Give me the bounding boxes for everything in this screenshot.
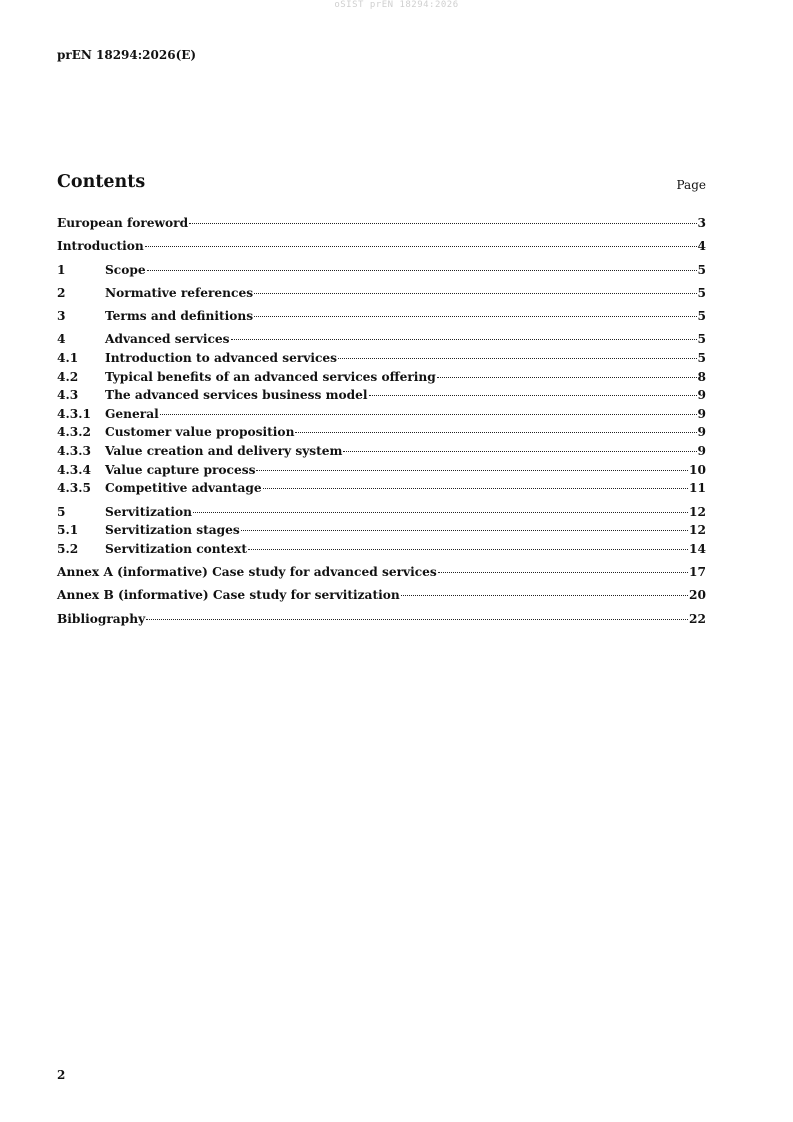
toc-entry-page: 20 [689,588,706,603]
toc-leader-dots [438,571,688,573]
toc-entry-page: 8 [697,369,706,384]
toc-entry-value-capture[interactable] [57,462,706,479]
toc-leader-dots [437,376,697,378]
toc-entry-number: 3 [57,309,66,324]
contents-header [57,172,706,198]
toc-entry-page: 12 [689,504,706,519]
document-id: prEN 18294:2026(E) [57,48,197,62]
toc-entry-page: 5 [697,309,706,324]
table-of-contents [57,215,706,629]
toc-leader-dots [295,431,696,433]
toc-entry-servitization-context[interactable] [57,541,706,558]
toc-entry-annex-b[interactable] [57,587,706,604]
toc-entry-european-foreword[interactable] [57,215,706,232]
page-column-label: Page [676,178,706,192]
toc-leader-dots [263,487,688,489]
toc-entry-number: 4.3.4 [57,462,91,477]
toc-entry-customer-value[interactable] [57,424,706,441]
toc-entry-number: 4 [57,332,66,347]
toc-entry-title: Servitization context [105,541,247,556]
toc-entry-title: Customer value proposition [105,425,295,440]
toc-entry-number: 4.2 [57,369,79,384]
toc-entry-number: 4.1 [57,351,79,366]
toc-entry-page: 5 [697,351,706,366]
toc-entry-introduction[interactable] [57,238,706,255]
toc-entry-title: Servitization stages [105,523,240,538]
toc-entry-typical-benefits[interactable] [57,369,706,386]
toc-entry-page: 5 [697,285,706,300]
toc-entry-number: 4.3.5 [57,481,91,496]
toc-entry-page: 9 [697,406,706,421]
toc-entry-number: 4.3.3 [57,444,91,459]
toc-entry-page: 9 [697,444,706,459]
toc-entry-terms-definitions[interactable] [57,308,706,325]
toc-entry-number: 1 [57,262,66,277]
page-number: 2 [57,1068,66,1082]
toc-leader-dots [254,315,696,317]
watermark: oSIST prEN 18294:2026 [334,0,459,10]
toc-leader-dots [248,548,688,550]
toc-entry-title: General [105,406,159,421]
toc-leader-dots [254,292,696,294]
toc-entry-page: 11 [689,481,706,496]
toc-entry-intro-advanced-services[interactable] [57,350,706,367]
toc-entry-title: Scope [105,262,146,277]
toc-entry-title: Annex A (informative) Case study for advanced services [57,565,437,580]
toc-leader-dots [338,357,696,359]
toc-entry-page: 5 [697,332,706,347]
toc-entry-title: Advanced services [105,332,230,347]
toc-entry-title: Annex B (informative) Case study for servitization [57,588,400,603]
toc-leader-dots [147,269,697,271]
toc-entry-title: Value capture process [105,462,256,477]
toc-entry-page: 12 [689,523,706,538]
toc-entry-servitization-stages[interactable] [57,522,706,539]
toc-leader-dots [146,618,688,620]
toc-entry-title: Competitive advantage [105,481,262,496]
toc-entry-title: Bibliography [57,611,146,626]
toc-entry-title: The advanced services business model [105,388,368,403]
toc-entry-title: Value creation and delivery system [105,444,343,459]
toc-entry-number: 4.3.1 [57,406,91,421]
toc-leader-dots [145,245,697,247]
toc-entry-page: 4 [697,239,706,254]
toc-entry-competitive-advantage[interactable] [57,480,706,497]
toc-entry-title: Servitization [105,504,193,519]
toc-entry-business-model[interactable] [57,387,706,404]
toc-entry-page: 9 [697,425,706,440]
toc-leader-dots [160,413,697,415]
toc-entry-page: 5 [697,262,706,277]
toc-entry-title: Introduction to advanced services [105,351,338,366]
toc-leader-dots [241,529,688,531]
contents-title: Contents [57,172,146,192]
toc-entry-title: Terms and definitions [105,309,254,324]
toc-leader-dots [231,338,697,340]
toc-entry-number: 5 [57,504,66,519]
toc-entry-number: 4.3.2 [57,425,91,440]
toc-entry-page: 22 [689,611,706,626]
toc-entry-title: Introduction [57,239,144,254]
toc-leader-dots [343,450,696,452]
toc-entry-scope[interactable] [57,262,706,279]
toc-entry-annex-a[interactable] [57,564,706,581]
toc-entry-servitization[interactable] [57,504,706,521]
toc-entry-normative-references[interactable] [57,285,706,302]
toc-entry-value-creation[interactable] [57,443,706,460]
toc-entry-bibliography[interactable] [57,611,706,628]
toc-leader-dots [256,469,688,471]
toc-entry-number: 2 [57,285,66,300]
toc-leader-dots [401,594,688,596]
toc-entry-general[interactable] [57,406,706,423]
toc-leader-dots [189,222,696,224]
toc-entry-number: 4.3 [57,388,79,403]
toc-entry-title: European foreword [57,216,189,230]
toc-entry-number: 5.1 [57,523,79,538]
toc-leader-dots [369,394,697,396]
toc-entry-page: 17 [689,565,706,580]
toc-entry-number: 5.2 [57,541,79,556]
toc-leader-dots [193,511,688,513]
toc-entry-title: Normative references [105,285,254,300]
toc-entry-title: Typical benefits of an advanced services offering [105,369,436,384]
toc-entry-page: 14 [689,541,706,556]
toc-entry-advanced-services[interactable] [57,331,706,348]
toc-entry-page: 3 [697,216,706,230]
toc-entry-page: 9 [697,388,706,403]
toc-entry-page: 10 [689,462,706,477]
